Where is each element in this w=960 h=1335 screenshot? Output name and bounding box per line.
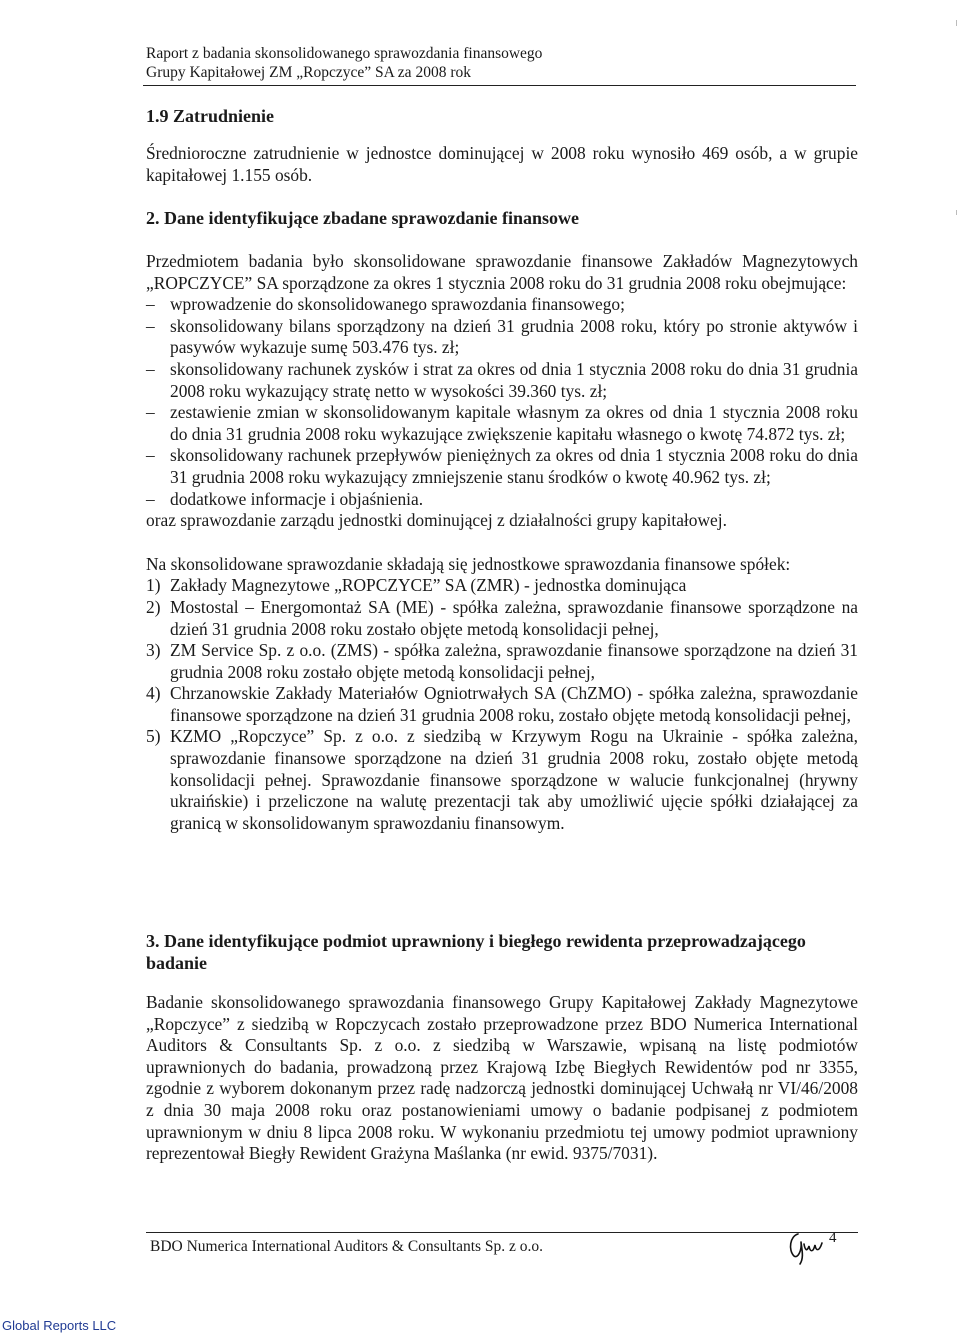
section-2-intro: Przedmiotem badania było skonsolidowane sprawozdanie finansowe Zakładów Magnezytowych „ROPCZYCE” SA sporządzone za okres 1 stycznia 2008 roku do 31 grudnia 2008 roku obejmujące: [146,251,858,293]
section-1-9-text [146,143,858,186]
employment-paragraph: Średnioroczne zatrudnienie w jednostce dominującej w 2008 roku wynosiło 469 osób, a w grupie kapitałowej 1.155 osób. [146,143,858,185]
list-number: 2) [146,596,161,617]
statement-components-list [146,294,858,510]
section-1-9-title: 1.9 Zatrudnienie [146,106,275,126]
list-item: – skonsolidowany bilans sporządzony na dzień 31 grudnia 2008 roku, który po stronie aktywów i pasywów wykazuje sumę 503.476 tys. zł; [146,316,858,359]
list-number: 4) [146,683,161,704]
list-number: 1) [146,575,161,596]
scan-speck [956,20,957,26]
signature-initials [786,1228,832,1266]
section-3-body [146,992,858,1165]
section-2-title: 2. Dane identyfikujące zbadane sprawozdanie finansowe [146,208,580,228]
section-2-outro: oraz sprawozdanie zarządu jednostki dominującej z działalności grupy kapitałowej. [146,510,727,531]
list-item: – skonsolidowany rachunek zysków i strat za okres od dnia 1 stycznia 2008 roku do dnia 31 grudnia 2008 roku wykazujący stratę netto w wysokości 39.360 tys. zł; [146,359,858,402]
list-text: Chrzanowskie Zakłady Materiałów Ogniotrwałych SA (ChZMO) - spółka zależna, sprawozdanie finansowe sporządzone na dzień 31 grudnia 2008 roku, zostało objęte metodą konsolidacji pełnej, [170,683,858,725]
page-number: 4 [829,1230,837,1246]
list-text: Mostostal – Energomontaż SA (ME) - spółka zależna, sprawozdanie finansowe sporządzone na dzień 31 grudnia 2008 roku zostało objęte metodą konsolidacji pełnej, [170,596,858,639]
list-item [146,640,858,683]
companies-list [146,575,858,834]
footer-company: BDO Numerica International Auditors & Consultants Sp. z o.o. [150,1238,544,1255]
list-item: – skonsolidowany rachunek przepływów pieniężnych za okres od dnia 1 stycznia 2008 roku do dnia 31 grudnia 2008 roku wykazujący zmniejszenie stanu środków o kwotę 40.962 tys. zł; [146,445,858,488]
list-text: Zakłady Magnezytowe „ROPCZYCE” SA (ZMR) - jednostka dominująca [170,575,687,596]
report-header-line-1: Raport z badania skonsolidowanego sprawozdania finansowego [146,45,543,62]
list-number: 5) [146,726,161,747]
list-item [146,683,858,726]
list-item [146,597,858,640]
list-item [146,726,858,834]
list-item: – zestawienie zmian w skonsolidowanym kapitale własnym za okres od dnia 1 stycznia 2008 roku do dnia 31 grudnia 2008 roku wykazujące zwiększenie kapitału własnego o kwotę 74.872 tys. zł; [146,402,858,445]
section-2-body [146,251,858,834]
list-item: – dodatkowe informacje i objaśnienia. [146,489,858,511]
companies-intro: Na skonsolidowane sprawozdanie składają się jednostkowe sprawozdania finansowe spółek: [146,553,791,574]
report-header-line-2: Grupy Kapitałowej ZM „Ropczyce” SA za 2008 rok [146,64,471,81]
footer-rule [146,1232,858,1233]
list-item: – wprowadzenie do skonsolidowanego sprawozdania finansowego; [146,294,858,316]
list-item [146,575,858,597]
list-text: ZM Service Sp. z o.o. (ZMS) - spółka zależna, sprawozdanie finansowe sporządzone na dzień 31 grudnia 2008 roku zostało objęte metodą konsolidacji pełnej, [170,640,858,682]
section-3-title: 3. Dane identyfikujące podmiot uprawniony i biegłego rewidenta przeprowadzającego badanie [146,931,806,973]
auditor-paragraph: Badanie skonsolidowanego sprawozdania finansowego Grupy Kapitałowej Zakłady Magnezytowe „Ropczyce” z siedzibą w Ropczycach zostało przeprowadzone przez BDO Numerica International Auditors & Consultants Sp. z o.o. z siedzibą w Warszawie, wpisaną na listę podmiotów uprawnionych do badania, prowadzoną przez Krajową Izbę Biegłych Rewidentów pod nr 3355, zgodnie z wyborem dokonanym przez radę nadzorczą jednostki dominującej Uchwałą nr VI/46/2008 z dnia 30 maja 2008 roku oraz postanowieniami umowy o badanie podpisanej z podmiotem uprawnionym w dniu 8 lipca 2008 roku. W wykonaniu przedmiotu tej umowy podmiot uprawniony reprezentował Biegły Rewident Grażyna Maślanka (nr ewid. 9375/7031). [146,992,858,1164]
scan-speck [956,210,957,215]
list-number: 3) [146,640,161,661]
header-rule [143,85,856,86]
watermark-text: Global Reports LLC [2,1318,117,1333]
list-text: KZMO „Ropczyce” Sp. z o.o. z siedzibą w Krzywym Rogu na Ukrainie - spółka zależna, sprawozdanie finansowe sporządzone na dzień 31 grudnia 2008 roku, zostało objęte metodą konsolidacji pełnej. Sprawozdanie finansowe sporządzone w walucie funkcjonalnej (hrywny ukraińskie) i przeliczone na walutę prezentacji tak aby umożliwić ujęcie spółki działającej za granicą w skonsolidowanym sprawozdaniu finansowym. [170,726,858,833]
